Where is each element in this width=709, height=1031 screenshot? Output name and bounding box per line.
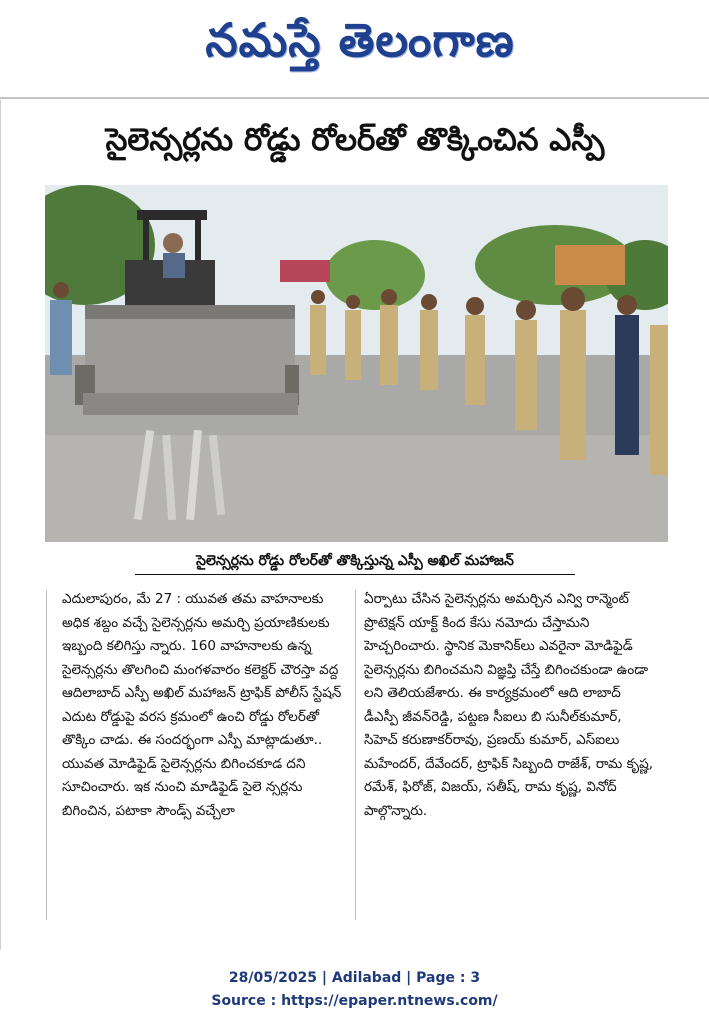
newspaper-masthead: నమస్తే తెలంగాణ [205, 13, 515, 67]
article-paragraph-left: ఎదులాపురం, మే 27 : యువత తమ వాహనాలకు అధిక శబ్దం వచ్చే సైలెన్సర్లను అమర్చి ప్రయాణికులకు ఇబ్బంది కలిగిస్తు న్నారు. 160 వాహనాలకు ఉన్న సైలెన్సర్లను తొలగించి మంగళవారం కలెక్టర్ చౌరస్తా వద్ద ఆదిలాబాద్ ఎస్పీ అఖిల్ మహాజన్ ట్రాఫిక్ పోలీస్ స్టేషన్ ఎదుట రోడ్డుపై వరస క్రమంలో ఉంచి రోడ్డు రోలర్‌తో తొక్కిం చాడు. ఈ సందర్భంగా ఎస్పీ మాట్లాడుతూ.. యువత మోడిఫైడ్ సైలెన్సర్లను బిగించకూడ దని సూచించారు. ఇక నుంచి మాడిఫైడ్ సైలె న్సర్లను బిగించిన, పటాకా సౌండ్స్ వచ్చేలా [62, 591, 342, 819]
article-column-left [62, 588, 348, 928]
news-photo [45, 185, 668, 542]
page-edge-line [0, 100, 1, 950]
page-info: 28/05/2025 | Adilabad | Page : 3 [228, 970, 481, 986]
article-paragraph-right: ఏర్పాటు చేసిన సైలెన్సర్లను అమర్చిన ఎన్వి రాన్మెంట్ ప్రొటెక్షన్ యాక్ట్ కింద కేసు నమోదు చేస్తామని హెచ్చరించారు. స్థానిక మెకానిక్‌లు ఎవరైనా మోడిఫైడ్ సైలెన్సర్లను బిగించమని విజ్ఞప్తి చేస్తే బిగించకుండా ఉండా లని తెలియజేశారు. ఈ కార్యక్రమంలో ఆది లాబాద్ డీఎస్పీ జీవన్‌రెడ్డి, పట్టణ సీఐలు బి సునీల్‌కుమార్, సిహెచ్ కరుణాకర్‌రావు, ప్రణయ్ కుమార్, ఎస్ఐలు మహేందర్, దేవేందర్, ట్రాఫిక్ సిబ్బంది రాజేశ్, రామ కృష్ణ, రమేశ్, ఫిరోజ్, విజయ్, సతీష్, రామ కృష్ణ, వినోద్ పాల్గొన్నారు. [364, 591, 653, 819]
caption-underline [135, 574, 575, 575]
source-link[interactable]: Source : https://epaper.ntnews.com/ [211, 993, 498, 1009]
column-rule-left [46, 590, 47, 920]
article-column-right [364, 588, 654, 928]
masthead-divider [0, 97, 709, 99]
photo-caption: సైలెన్సర్లను రోడ్డు రోలర్‌తో తొక్కిస్తున్న ఎస్పీ అఖిల్ మహాజన్ [196, 553, 514, 569]
article-headline: సైలెన్సర్లను రోడ్డు రోలర్‌తో తొక్కించిన ఎస్పీ [105, 122, 605, 158]
column-divider [355, 590, 356, 920]
